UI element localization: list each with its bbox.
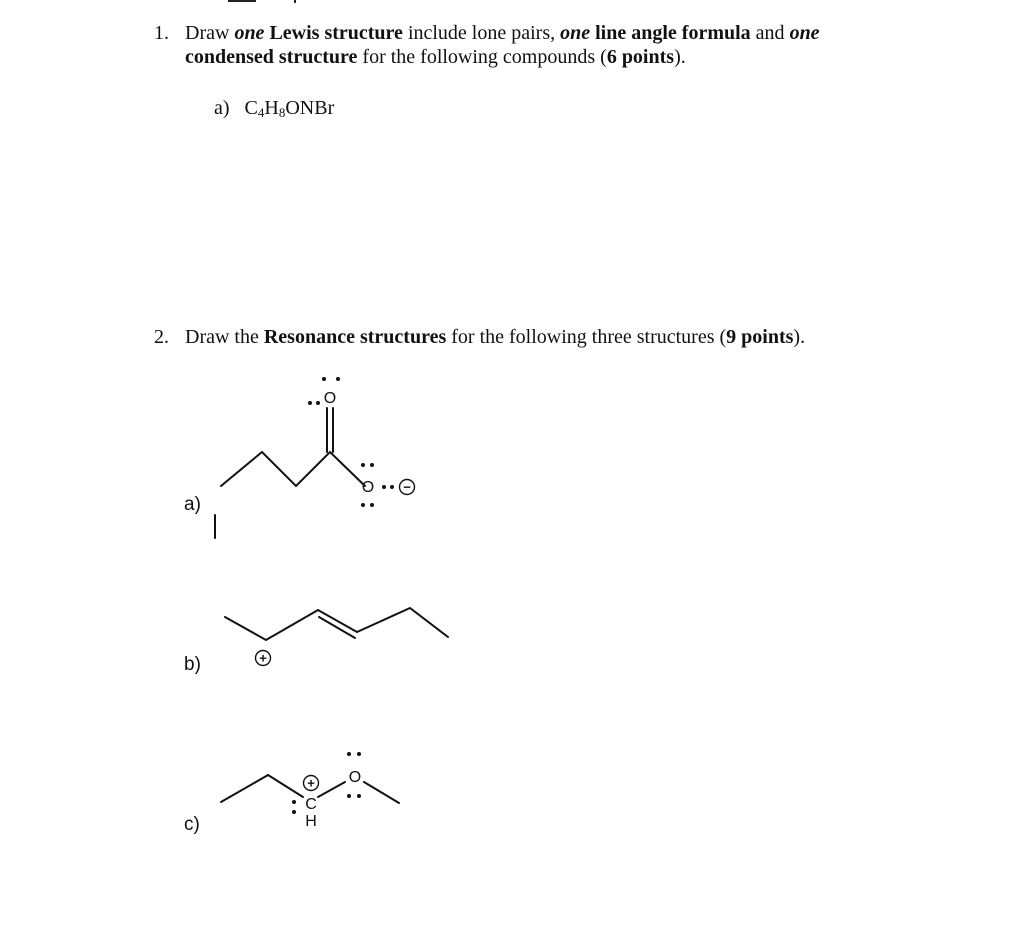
o-c-bond <box>364 782 399 803</box>
lone-pair-dot <box>292 800 296 804</box>
atom-label-oxygen: O <box>361 479 375 496</box>
lone-pair-dot <box>347 794 351 798</box>
negative-charge-symbol: − <box>403 479 411 495</box>
positive-charge-symbol: + <box>307 775 315 791</box>
lone-pair-dot <box>322 377 326 381</box>
lone-pair-dot <box>316 401 320 405</box>
atom-label-carbon: C <box>305 796 317 813</box>
carbon-chain <box>225 608 448 640</box>
part-label-a: a) <box>184 494 201 515</box>
c-o-bond <box>318 782 345 797</box>
lone-pair-dot <box>292 810 296 814</box>
structure-a <box>215 408 365 538</box>
question-text: Draw one Lewis structure include lone pairs, one line angle formula and one condensed structure for the following compounds (6 points). <box>185 22 820 68</box>
part-label-c: c) <box>184 814 200 835</box>
lone-pair-dot <box>361 503 365 507</box>
lone-pair-dot <box>382 485 386 489</box>
carbon-bond <box>268 775 303 797</box>
lone-pair-dot <box>308 401 312 405</box>
structure-b <box>225 608 448 640</box>
lone-pair-dot <box>336 377 340 381</box>
positive-charge-symbol: + <box>259 650 267 666</box>
atom-label-oxygen: O <box>348 769 362 786</box>
atom-label-hydrogen: H <box>305 813 317 830</box>
question-number: 1. <box>154 22 169 44</box>
question-text: Draw the Resonance structures for the following three structures (9 points). <box>185 326 806 348</box>
lone-pair-dot <box>357 794 361 798</box>
carbon-chain <box>221 452 365 486</box>
molecular-formula: $C_4H_8ONBr$ <box>244 97 335 120</box>
question-number: 2. <box>154 326 169 348</box>
lone-pair-dot <box>347 752 351 756</box>
part-label: a) <box>214 97 230 119</box>
lone-pair-dot <box>361 463 365 467</box>
lone-pair-dot <box>357 752 361 756</box>
lone-pair-dot <box>390 485 394 489</box>
lone-pair-dot <box>370 463 374 467</box>
part-label-b: b) <box>184 654 201 675</box>
atom-label-oxygen: O <box>323 390 337 407</box>
lone-pair-dot <box>370 503 374 507</box>
carbon-bond <box>221 775 268 802</box>
